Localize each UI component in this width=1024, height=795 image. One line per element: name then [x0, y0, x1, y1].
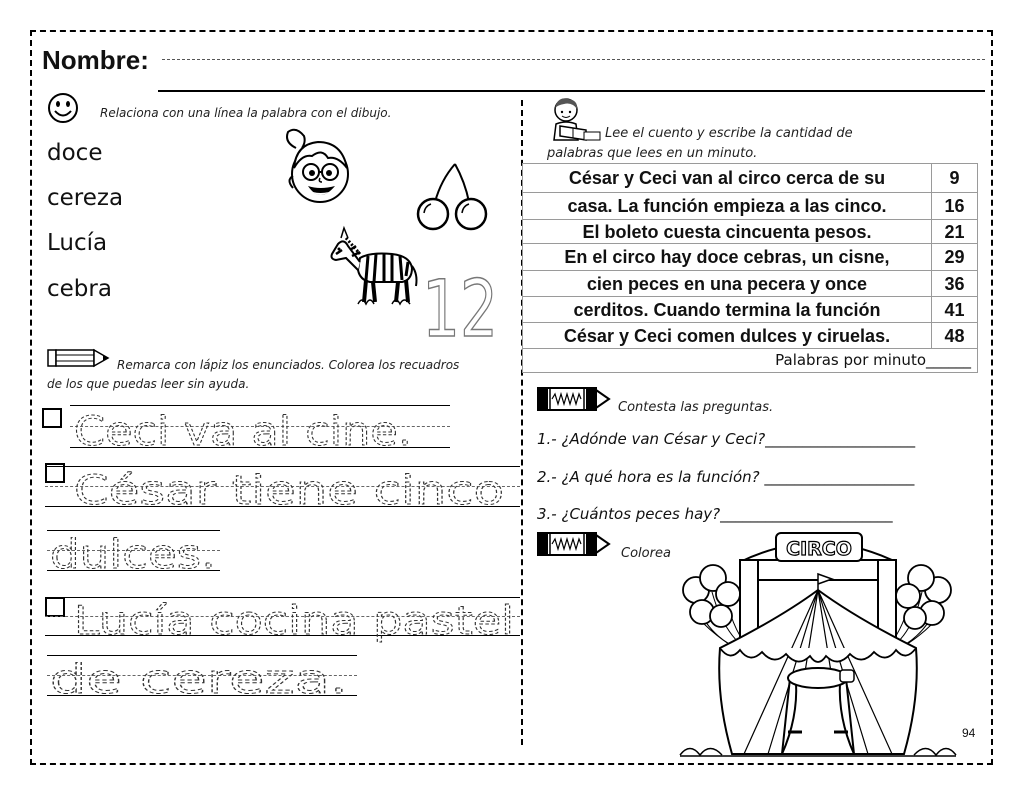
story-row [523, 164, 978, 193]
questions-title: Contesta las preguntas. [618, 400, 774, 415]
story-row [523, 220, 978, 244]
story-line: En el circo hay doce cebras, un cisne, [523, 244, 932, 271]
word-count: 21 [932, 220, 978, 244]
story-line: El boleto cuesta cincuenta pesos. [523, 220, 932, 244]
word-count: 41 [932, 297, 978, 323]
trace-instruction-line1: Remarca con lápiz los enunciados. Colorea los recuadros [117, 358, 460, 372]
story-row [523, 297, 978, 323]
traceable-sentence-text: de cereza. [50, 657, 348, 703]
number-twelve-text: 12 [422, 265, 498, 355]
crayon-icon [536, 385, 612, 413]
story-line: casa. La función empieza a las cinco. [523, 193, 932, 220]
traceable-sentence [72, 402, 452, 455]
reading-instruction-line1: Lee el cuento y escribe la cantidad de [605, 126, 853, 141]
traceable-sentence-text: Ceci va al cine. [74, 409, 412, 455]
traceable-sentence-text: dulces. [50, 532, 216, 578]
sentence-checkbox[interactable] [45, 597, 65, 617]
sentence-checkbox[interactable] [42, 408, 62, 428]
story-line: César y Ceci van al circo cerca de su [523, 164, 932, 193]
story-line: César y Ceci comen dulces y ciruelas. [523, 323, 932, 349]
story-line: cien peces en una pecera y once [523, 271, 932, 297]
reading-instruction-line2: palabras que lees en un minuto. [547, 146, 758, 161]
name-label: Nombre: [42, 45, 149, 75]
page-number: 94 [962, 726, 976, 740]
balloons-left [683, 565, 744, 652]
pencil-icon [46, 345, 112, 371]
match-instruction: Relaciona con una línea la palabra con el dibujo. [100, 106, 392, 120]
match-word: cereza [47, 185, 124, 211]
word-count: 9 [932, 164, 978, 193]
word-count: 36 [932, 271, 978, 297]
number-twelve-picture [420, 265, 502, 355]
traceable-sentence [72, 594, 520, 644]
words-per-minute-field: Palabras por minuto______ [523, 349, 978, 373]
match-word: doce [47, 140, 103, 166]
girl-face-icon [282, 126, 354, 208]
zebra-icon [330, 224, 420, 306]
trace-instruction-line2: de los que puedas leer sin ayuda. [47, 377, 250, 391]
match-word: Lucía [47, 230, 108, 256]
word-count: 29 [932, 244, 978, 271]
match-word: cebra [47, 276, 112, 302]
smiley-icon [47, 92, 79, 124]
crayon-icon [536, 530, 612, 558]
circus-sign-text: CIRCO [786, 538, 852, 560]
question-item: 2.- ¿A qué hora es la función? ____________________ [537, 468, 915, 486]
name-answer-line [158, 90, 985, 92]
name-dashed-line [162, 59, 985, 60]
story-row [523, 271, 978, 297]
question-item: 1.- ¿Adónde van César y Ceci?____________________ [537, 430, 916, 448]
traceable-sentence-text: Lucía cocina pastel [74, 599, 514, 644]
child-reading-icon [546, 96, 602, 142]
traceable-sentence [48, 527, 220, 578]
tent-entrance [782, 678, 854, 754]
story-row [523, 244, 978, 271]
traceable-sentence [72, 463, 518, 514]
traceable-sentence-text: César tiene cinco [74, 468, 504, 514]
tent-drum [788, 668, 848, 688]
story-row [523, 323, 978, 349]
reading-story-table [522, 163, 978, 373]
question-item: 3.- ¿Cuántos peces hay?_______________________ [537, 505, 893, 523]
story-footer-row [523, 349, 978, 373]
word-count: 16 [932, 193, 978, 220]
balloons-right [892, 565, 951, 652]
cherries-icon [413, 160, 493, 232]
story-line: cerditos. Cuando termina la función [523, 297, 932, 323]
traceable-sentence [48, 652, 356, 703]
coloring-label: Colorea [621, 546, 671, 561]
story-row [523, 193, 978, 220]
word-count: 48 [932, 323, 978, 349]
circus-sign [776, 533, 862, 561]
circus-illustration [680, 528, 956, 762]
